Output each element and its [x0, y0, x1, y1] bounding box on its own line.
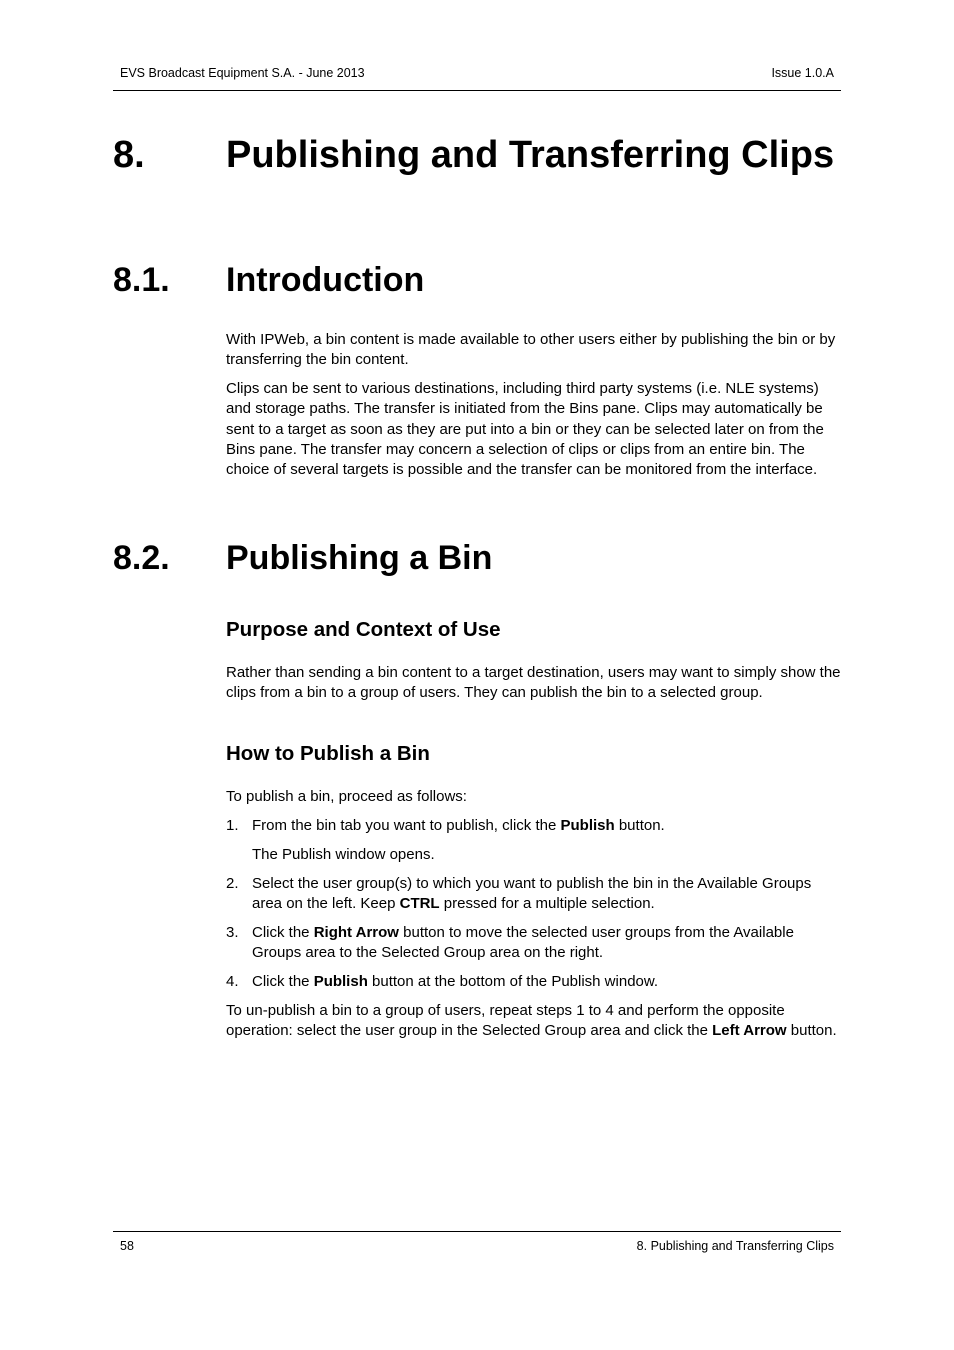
chapter-title: Publishing and Transferring Clips [226, 134, 835, 176]
step-number: 1. [226, 817, 239, 834]
step-text: Select the user group(s) to which you want to publish the bin in the Available Groups area on the left. Keep CTRL pressed for a multiple selection. [252, 875, 812, 913]
subheading-purpose: Purpose and Context of Use [226, 618, 501, 641]
howto-outro: To un-publish a bin to a group of users, repeat steps 1 to 4 and perform the opposite operation: select the user group in the Selected Group area and click the Left Arrow button. [226, 1002, 837, 1040]
purpose-paragraph: Rather than sending a bin content to a target destination, users may want to simply show the clips from a bin to a group of users. They can publish the bin to a selected group. [226, 664, 841, 702]
ui-term-publish: Publish [313, 973, 368, 990]
section-title: Publishing a Bin [226, 539, 493, 577]
section-number: 8.2. [113, 539, 170, 577]
step-text: Click the Publish button at the bottom of the Publish window. [252, 973, 659, 990]
ui-term-publish: Publish [560, 817, 615, 834]
ui-term-ctrl: CTRL [399, 895, 440, 913]
footer-chapter-ref: 8. Publishing and Transferring Clips [636, 1239, 834, 1253]
subheading-how-to: How to Publish a Bin [226, 742, 430, 765]
step-note-text: The Publish window opens. [252, 846, 435, 863]
ui-term-left-arrow: Left Arrow [712, 1022, 787, 1040]
page-number: 58 [120, 1239, 134, 1253]
section-number: 8.1. [113, 261, 170, 299]
page-footer [113, 1231, 841, 1253]
step-text: From the bin tab you want to publish, click the Publish button. [252, 817, 665, 834]
header-publisher: EVS Broadcast Equipment S.A. - June 2013 [120, 66, 365, 80]
section-title: Introduction [226, 261, 425, 299]
ui-term-right-arrow: Right Arrow [313, 924, 399, 941]
step-number: 4. [226, 973, 239, 990]
intro-paragraph-2: Clips can be sent to various destinations, including third party systems (i.e. NLE systems) and storage paths. The transfer is initiated from the Bins pane. Clips may automatically be sent to a target as soon as they are put into a bin or they can be selected later on from the Bins pane. The transfer may concern a selection of clips or clips from an entire bin. The choice of several targets is possible and the transfer can be monitored from the interface. [226, 380, 824, 479]
howto-intro: To publish a bin, proceed as follows: [226, 788, 467, 805]
step-number: 3. [226, 924, 239, 941]
step-text: Click the Right Arrow button to move the selected user groups from the Available Groups area to the Selected Group area on the right. [252, 924, 794, 962]
step-number: 2. [226, 875, 239, 892]
header-issue: Issue 1.0.A [771, 66, 834, 80]
page-header [113, 64, 841, 91]
chapter-number: 8. [113, 134, 145, 176]
intro-paragraph-1: With IPWeb, a bin content is made available to other users either by publishing the bin or by transferring the bin content. [226, 331, 836, 369]
